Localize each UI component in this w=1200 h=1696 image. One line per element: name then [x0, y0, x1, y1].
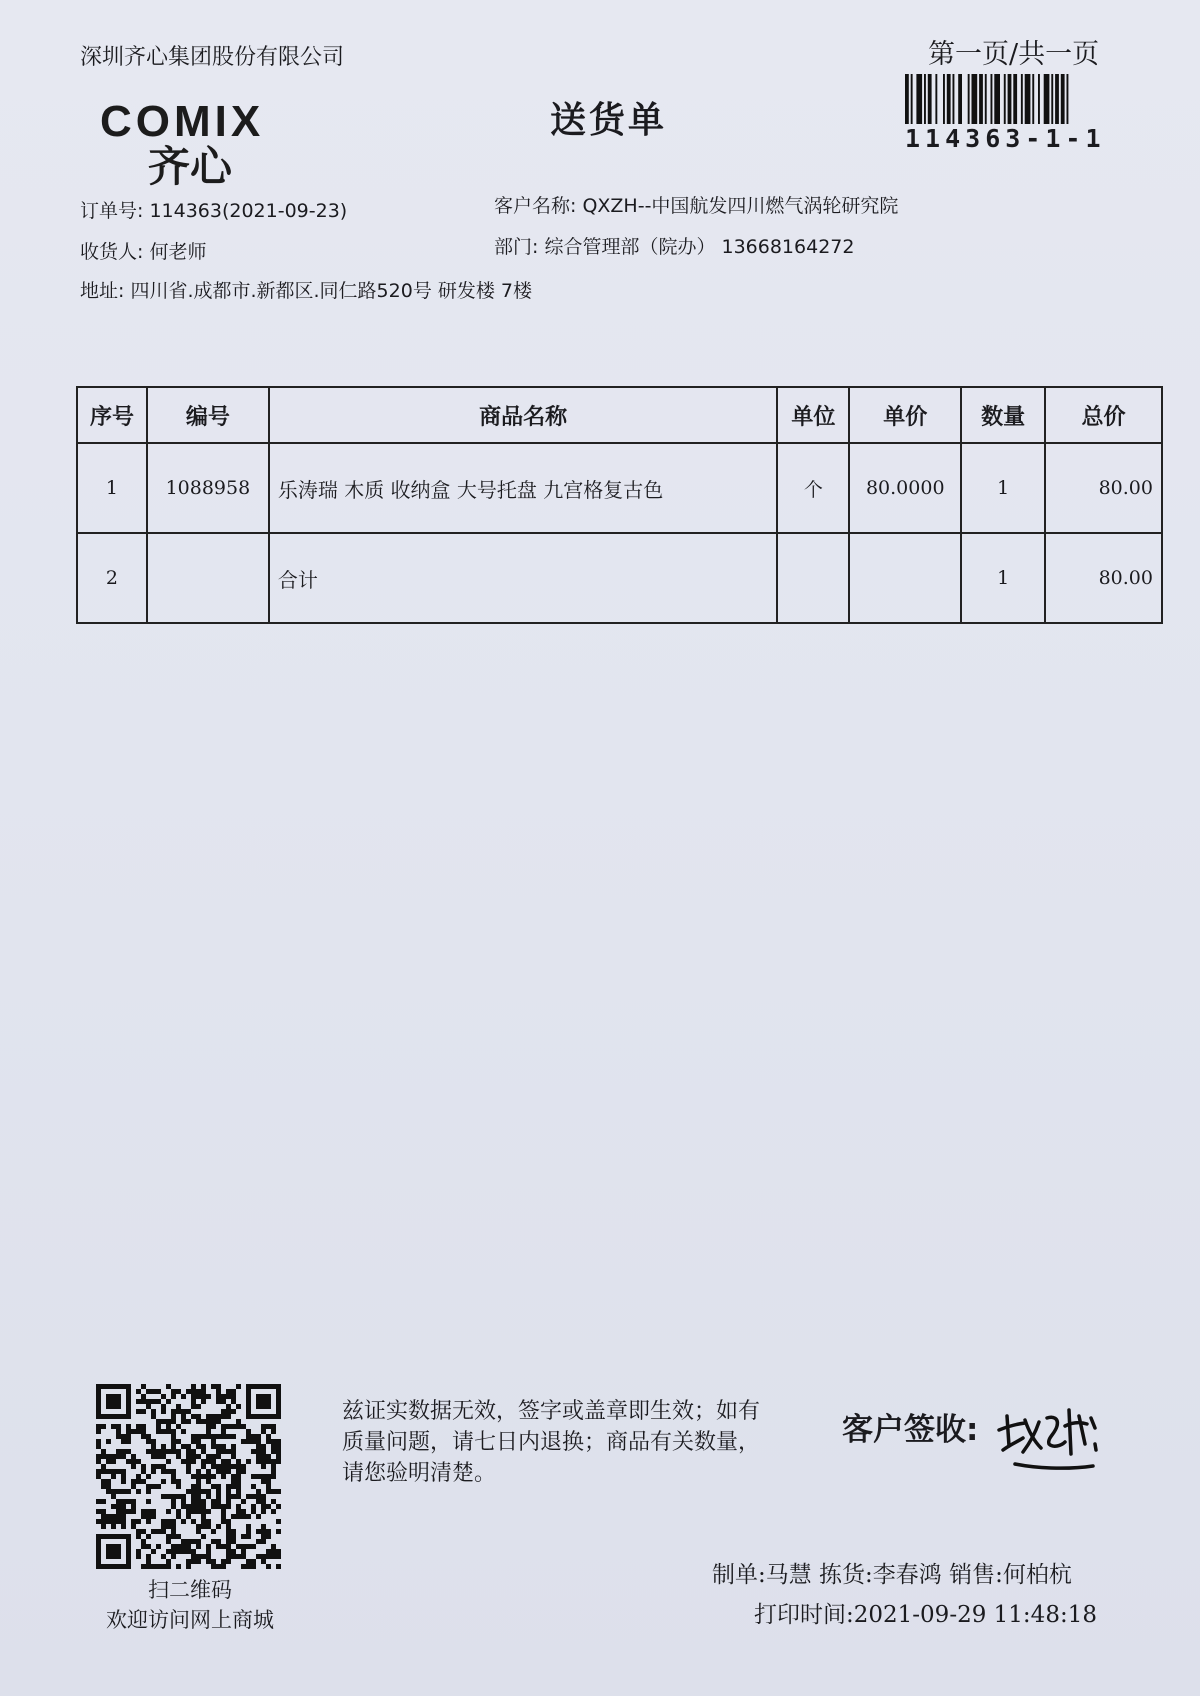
table-row: [77, 443, 1162, 533]
comix-logo: [100, 96, 330, 186]
cell-quantity: 1: [961, 443, 1045, 533]
header-total: 总价: [1045, 387, 1162, 443]
staff-info: 制单:马慧 拣货:李春鸿 销售:何柏杭: [712, 1562, 1072, 1588]
notice-text: 兹证实数据无效，签字或盖章即生效；如有质量问题，请七日内退换；商品有关数量，请您验明清楚。: [342, 1399, 761, 1486]
address: 地址: 四川省.成都市.新都区.同仁路520号 研发楼 7楼: [80, 280, 532, 302]
header-quantity: 数量: [961, 387, 1045, 443]
svg-text:齐心: 齐心: [148, 143, 233, 186]
order-number: 订单号: 114363(2021-09-23): [80, 200, 348, 222]
cell-unit: 个: [777, 443, 849, 533]
svg-text:COMIX: COMIX: [100, 97, 265, 146]
barcode: [905, 74, 1120, 124]
table-row-total: [77, 533, 1162, 623]
cell-total: 80.00: [1045, 443, 1162, 533]
cell-code: [147, 533, 269, 623]
company-name: 深圳齐心集团股份有限公司: [80, 45, 345, 70]
cell-product-name: 乐涛瑞 木质 收纳盒 大号托盘 九宫格复古色: [269, 443, 778, 533]
department: 部门: 综合管理部（院办） 13668164272: [494, 236, 855, 258]
document-title: 送货单: [550, 100, 668, 140]
customer-name: 客户名称: QXZH--中国航发四川燃气涡轮研究院: [494, 195, 899, 217]
cell-unit-price: 80.0000: [849, 443, 961, 533]
page-info: 第一页/共一页: [928, 39, 1100, 70]
cell-code: 1088958: [147, 443, 269, 533]
cell-product-name: 合计: [269, 533, 778, 623]
cell-seq: 1: [77, 443, 147, 533]
cell-unit-price: [849, 533, 961, 623]
table-header-row: [77, 387, 1162, 443]
qr-caption-visit: 欢迎访问网上商城: [106, 1608, 274, 1632]
qr-code: [96, 1384, 281, 1569]
cell-unit: [777, 533, 849, 623]
customer-sign-label: 客户签收:: [842, 1412, 979, 1448]
qr-caption-scan: 扫二维码: [148, 1578, 232, 1602]
cell-seq: 2: [77, 533, 147, 623]
items-table: [76, 386, 1163, 624]
header-product-name: 商品名称: [269, 387, 778, 443]
barcode-number: 114363-1-1: [905, 124, 1106, 153]
handwritten-signature: [995, 1388, 1105, 1483]
cell-quantity: 1: [961, 533, 1045, 623]
print-time: 打印时间:2021-09-29 11:48:18: [754, 1602, 1097, 1628]
receiver: 收货人: 何老师: [80, 241, 207, 263]
cell-total: 80.00: [1045, 533, 1162, 623]
header-unit-price: 单价: [849, 387, 961, 443]
header-code: 编号: [147, 387, 269, 443]
header-unit: 单位: [777, 387, 849, 443]
header-seq: 序号: [77, 387, 147, 443]
